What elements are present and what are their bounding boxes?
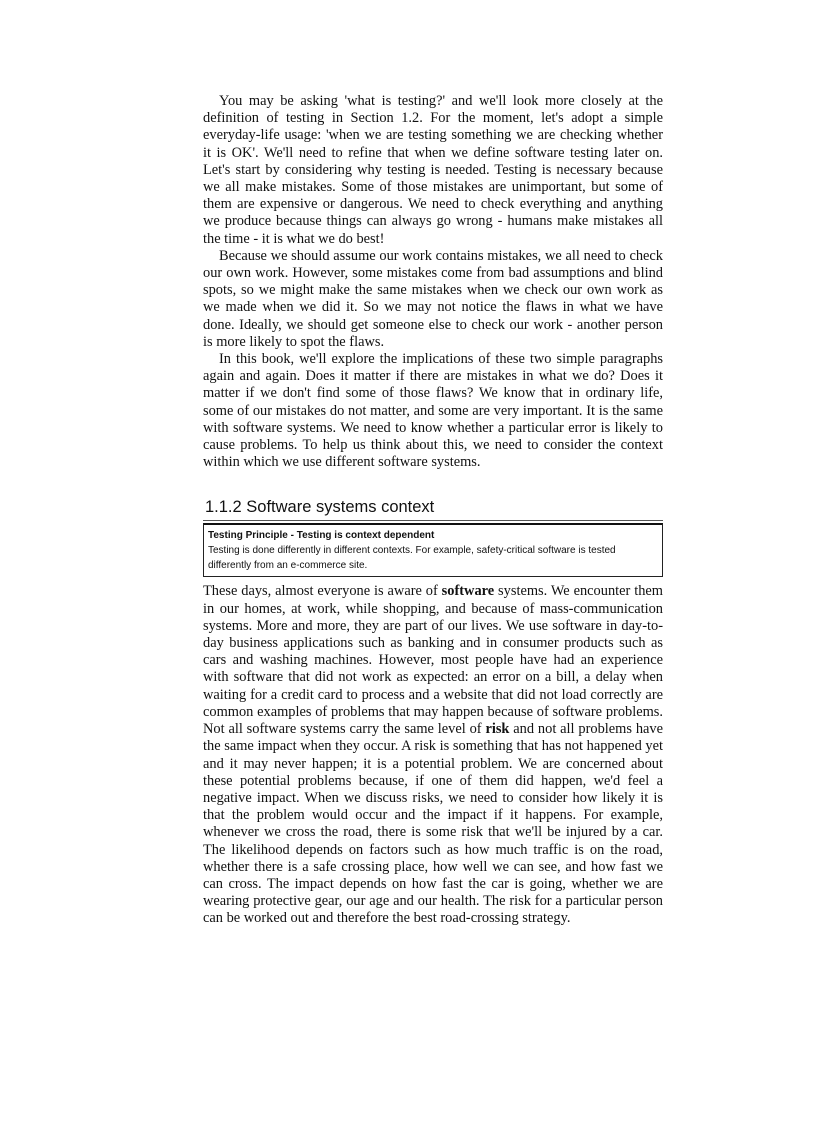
- body-text-2: systems. We encounter them in our homes, at work, while shopping, and because of mass-communication systems. More and more, they are part of our lives. We use software in day-to-day business applications such as banking and in consumer products such as cars and washing machines. However, most people have had an experience with software that did not work as expected: an error on a bill, a delay when waiting for a credit card to process and a website that did not load correctly are common examples of problems that may happen because of software problems. Not all software systems carry the same level of: [203, 583, 663, 738]
- term-risk: risk: [485, 721, 510, 738]
- principle-box: [203, 523, 663, 577]
- intro-paragraph-3: In this book, we'll explore the implications of these two simple paragraphs again and again. Does it matter if there are mistakes in what we do? Does it matter if we don't find some of those flaws? We know that in ordinary life, some of our mistakes do not matter, and some are very important. It is the same with software systems. We need to know whether a particular error is likely to cause problems. To help us think about this, we need to consider the context within which we use different software systems.: [203, 351, 663, 471]
- term-software: software: [441, 583, 495, 600]
- body-text-3: and not all problems have the same impact when they occur. A risk is something that has not happened yet and it may never happen; it is a potential problem. We are concerned about these potential problems because, if one of them did happen, we'd feel a negative impact. When we discuss risks, we need to consider how likely it is that the problem would occur and the impact if it happens. For example, whenever we cross the road, there is some risk that we'll be injured by a car. The likelihood depends on factors such as how much traffic is on the road, whether there is a safe crossing place, how well we can see, and how fast we can cross. The impact depends on how fast the car is going, whether we are wearing protective gear, our age and our health. The risk for a particular person can be worked out and therefore the best road-crossing strategy.: [203, 721, 663, 927]
- document-page: [203, 93, 663, 928]
- principle-body: Testing is done differently in different contexts. For example, safety-critical software is tested differently from an e-commerce site.: [208, 545, 616, 572]
- section-heading: 1.1.2 Software systems context: [205, 498, 435, 517]
- intro-paragraph-2: Because we should assume our work contains mistakes, we all need to check our own work. However, some mistakes come from bad assumptions and blind spots, so we might make the same mistakes when we check our own work as we made when we did it. So we may not notice the flaws in what we have done. Ideally, we should get someone else to check our work - another person is more likely to spot the flaws.: [203, 247, 663, 350]
- principle-title: Testing Principle - Testing is context dependent: [208, 530, 435, 542]
- body-text-1: These days, almost everyone is aware of: [203, 583, 442, 600]
- body-paragraph: [203, 583, 663, 927]
- intro-paragraph-1: You may be asking 'what is testing?' and we'll look more closely at the definition of testing in Section 1.2. For the moment, let's adopt a simple everyday-life usage: 'when we are testing something we are checking whether it is OK'. We'll need to refine that when we define software testing later on. Let's start by considering why testing is needed. Testing is necessary because we all make mistakes. Some of those mistakes are unimportant, but some of them are expensive or dangerous. We need to check everything and anything we produce because things can always go wrong - humans make mistakes all the time - it is what we do best!: [203, 93, 663, 247]
